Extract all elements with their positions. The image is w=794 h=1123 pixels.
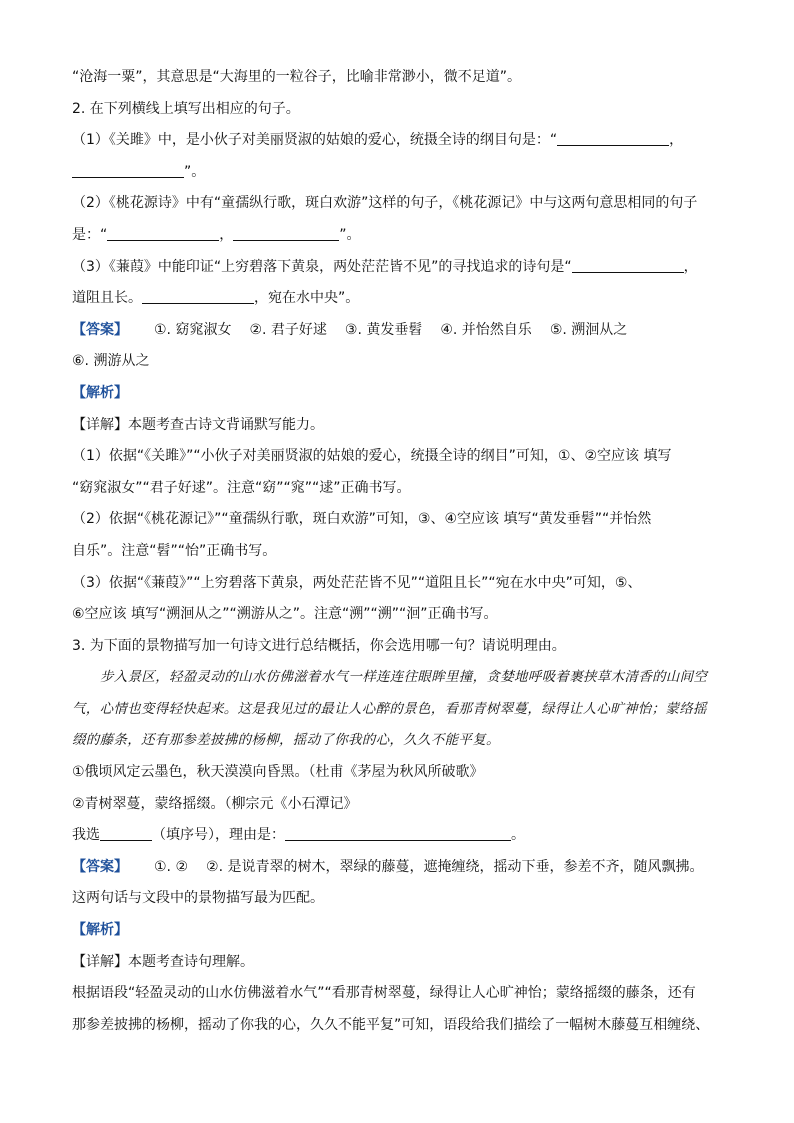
text: ”。 <box>184 163 206 180</box>
question-2-item-3 <box>72 252 732 284</box>
detail-p3: （3）依据“《蒹葭》”“上穷碧落下黄泉，两处茫茫皆不见”“道阻且长”“宛在水中央”可知，⑤、 <box>72 574 642 591</box>
question-2-item-1 <box>72 125 732 157</box>
passage-line: 气，心情也变得轻快起来。这是我见过的最让人心醉的景色，看那青树翠蔓，绿得让人心旷神怡；蒙络摇 <box>72 700 707 717</box>
passage-line: 步入景区，轻盈灵动的山水仿佛滋着水气一样连连往眼眸里撞，贪婪地呼吸着裹挟草木清香的山间空 <box>100 669 708 686</box>
text: ， <box>683 258 698 275</box>
answer-2: ②. 是说青翠的树木，翠绿的藤蔓，遮掩缠绕，摇动下垂，参差不齐，随风飘拂。 <box>206 858 704 875</box>
answer-1: ①. ② <box>154 858 189 875</box>
detail-p2: （2）依据“《桃花源记》”“童孺纵行歌，斑白欢游”可知，③、④空应该 填写“黄发垂髫”“并怡然 <box>72 511 652 528</box>
reasoning-line: 根据语段“轻盈灵动的山水仿佛滋着水气”“看那青树翠蔓，绿得让人心旷神怡；蒙络摇缀的藤条，还有 <box>72 985 696 1002</box>
select-line <box>72 820 732 852</box>
document-page <box>72 62 732 1041</box>
question-2-item-3-cont <box>72 283 732 315</box>
answer-tag: 【答案】 <box>72 858 128 875</box>
detail-p2-cont: 自乐”。注意“髫”“怡”正确书写。 <box>72 542 277 559</box>
text: 我选 <box>72 827 100 844</box>
answer-1: ①. 窈窕淑女 <box>154 321 232 338</box>
answer-6: ⑥. 溯游从之 <box>72 353 150 370</box>
text: 。 <box>511 827 525 844</box>
passage-line: 缀的藤条，还有那参差披拂的杨柳，摇动了你我的心，久久不能平复。 <box>72 732 500 749</box>
detail-line: 【详解】本题考查诗句理解。 <box>72 953 254 970</box>
answer-4: ④. 并怡然自乐 <box>440 321 532 338</box>
analysis-tag: 【解析】 <box>72 922 128 939</box>
analysis-tag: 【解析】 <box>72 384 128 401</box>
text: （3）《蒹葭》中能印证“上穷碧落下黄泉，两处茫茫皆不见”的寻找追求的诗句是“ <box>72 258 572 275</box>
option-1: ①俄顷风定云墨色，秋天漠漠向昏黑。（杜甫《茅屋为秋风所破歌》 <box>72 764 484 781</box>
text: 是：“ <box>72 226 108 243</box>
answer-line <box>72 852 732 884</box>
option-2: ②青树翠蔓，蒙络摇缀。（柳宗元《小石潭记》 <box>72 795 358 812</box>
question-2-item-2-cont <box>72 220 732 252</box>
answer-5: ⑤. 溯洄从之 <box>549 321 628 338</box>
answer-blank <box>107 226 219 241</box>
text: （填序号），理由是： <box>152 827 285 844</box>
answer-blank <box>285 826 511 841</box>
question-3-title: 3. 为下面的景物描写加一句诗文进行总结概括，你会选用哪一句？请说明理由。 <box>72 637 566 654</box>
detail-p1-cont: “窈窕淑女”“君子好逑”。注意“窈”“窕”“逑”正确书写。 <box>72 479 411 496</box>
answer-2: ②. 君子好逑 <box>249 321 327 338</box>
text: ，宛在水中央”。 <box>254 290 360 307</box>
question-2-item-2: （2）《桃花源诗》中有“童孺纵行歌，斑白欢游”这样的句子，《桃花源记》中与这两句意思相同的句子 <box>72 195 698 212</box>
answer-blank <box>233 226 339 241</box>
text: ”。 <box>339 226 361 243</box>
answer-blank <box>572 258 684 273</box>
question-2-item-1-cont <box>72 157 732 189</box>
text: ， <box>669 132 684 149</box>
detail-p3-cont: ⑥空应该 填写“溯洄从之”“溯游从之”。注意“溯”“溯”“洄”正确书写。 <box>72 606 498 623</box>
answer-tag: 【答案】 <box>72 321 128 338</box>
answer-cont: 这两句话与文段中的景物描写最为匹配。 <box>72 890 324 907</box>
detail-p1: （1）依据“《关雎》”“小伙子对美丽贤淑的姑娘的爱心，统摄全诗的纲目”可知，①、②空应该 填写 <box>72 448 672 465</box>
text: （1）《关雎》中，是小伙子对美丽贤淑的姑娘的爱心，统摄全诗的纲目句是：“ <box>72 132 558 149</box>
answer-blank <box>142 289 254 304</box>
text: 道阻且长。 <box>72 290 142 307</box>
answer-blank <box>72 163 184 178</box>
answer-3: ③. 黄发垂髫 <box>344 321 423 338</box>
answer-line <box>72 315 732 347</box>
answer-blank <box>557 131 669 146</box>
text-line: “沧海一粟”，其意思是“大海里的一粒谷子，比喻非常渺小，微不足道”。 <box>72 69 522 85</box>
reasoning-line: 那参差披拂的杨柳，摇动了你我的心，久久不能平复”可知，语段给我们描绘了一幅树木藤蔓互相缠绕、 <box>72 1016 710 1033</box>
detail-line: 【详解】本题考查古诗文背诵默写能力。 <box>72 416 324 433</box>
answer-blank <box>100 826 152 841</box>
text: ， <box>219 226 234 243</box>
question-2-title: 2. 在下列横线上填写出相应的句子。 <box>72 100 300 117</box>
